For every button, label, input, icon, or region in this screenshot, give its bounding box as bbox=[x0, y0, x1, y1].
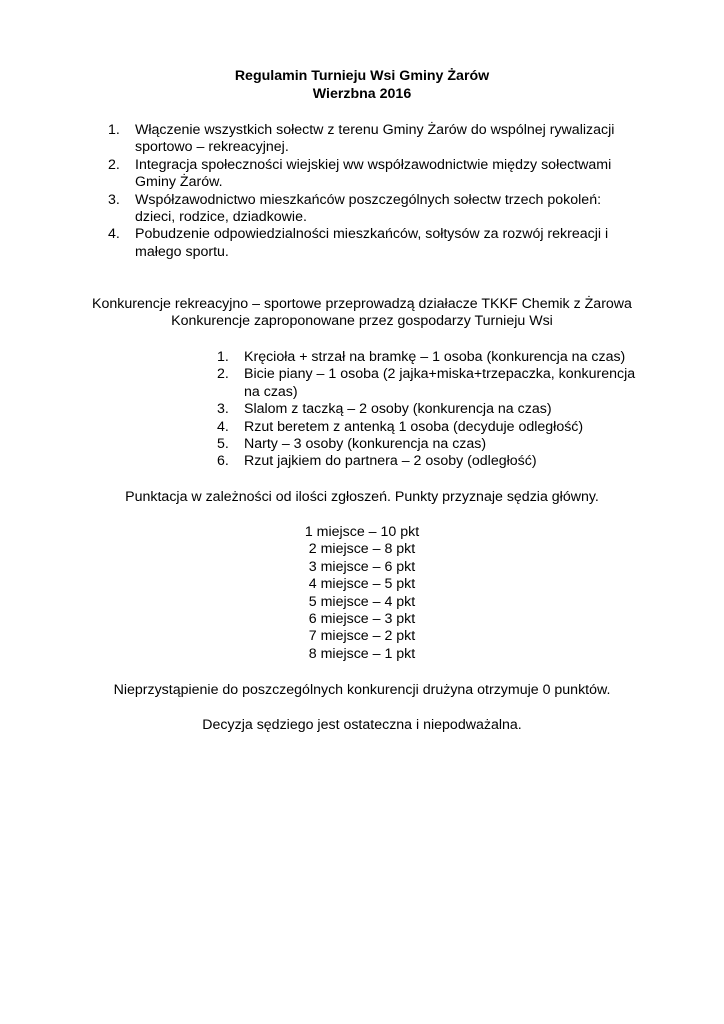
contest-number: 2. bbox=[217, 366, 229, 383]
contest-item bbox=[217, 366, 647, 401]
document-header bbox=[0, 68, 724, 103]
goal-text-line: sportowo – rekreacyjnej. bbox=[135, 139, 289, 156]
goal-item bbox=[108, 122, 648, 157]
goal-text-line: Włączenie wszystkich sołectw z terenu Gminy Żarów do wspólnej rywalizacji bbox=[135, 122, 615, 138]
contest-text-line: Rzut beretem z antenką 1 osoba (decyduje odległość) bbox=[244, 418, 584, 435]
contest-item bbox=[217, 401, 647, 418]
contest-text-line: Narty – 3 osoby (konkurencja na czas) bbox=[244, 436, 487, 453]
contests-intro bbox=[0, 296, 724, 331]
points-row: 1 miejsce – 10 pkt bbox=[304, 524, 420, 540]
goal-number: 4. bbox=[108, 226, 120, 243]
goals-list bbox=[108, 122, 648, 261]
document-title: Regulamin Turnieju Wsi Gminy Żarów bbox=[234, 68, 490, 84]
goal-item bbox=[108, 192, 648, 227]
points-row: 8 miejsce – 1 pkt bbox=[308, 645, 416, 662]
contest-text-line: Slalom z taczką – 2 osoby (konkurencja na czas) bbox=[244, 401, 552, 418]
goal-number: 2. bbox=[108, 156, 120, 173]
contest-item bbox=[217, 349, 647, 366]
intro-line: Konkurencje zaproponowane przez gospodarzy Turnieju Wsi bbox=[171, 313, 553, 330]
goal-text-line: Gminy Żarów. bbox=[135, 174, 223, 191]
goal-number: 3. bbox=[108, 191, 120, 208]
document-subtitle: Wierzbna 2016 bbox=[312, 85, 412, 102]
scoring-note: Punktacja w zależności od ilości zgłoszeń. Punkty przyznaje sędzia główny. bbox=[125, 489, 599, 505]
goal-item bbox=[108, 226, 648, 261]
goal-text-line: Integracja społeczności wiejskiej ww współzawodnictwie między sołectwami bbox=[135, 156, 612, 173]
intro-line: Konkurencje rekreacyjno – sportowe przeprowadzą działacze TKKF Chemik z Żarowa bbox=[92, 296, 632, 312]
contest-number: 5. bbox=[217, 436, 229, 453]
goal-number: 1. bbox=[108, 122, 120, 138]
points-row: 2 miejsce – 8 pkt bbox=[308, 541, 416, 558]
contest-text-line: Kręcioła + strzał na bramkę – 1 osoba (konkurencja na czas) bbox=[244, 349, 626, 365]
points-table bbox=[0, 524, 724, 663]
goal-text-line: dzieci, rodzice, dziadkowie. bbox=[135, 209, 307, 226]
contests-list bbox=[217, 349, 647, 471]
contest-item bbox=[217, 419, 647, 436]
goal-text-line: Współzawodnictwo mieszkańców poszczególnych sołectw trzech pokoleń: bbox=[135, 191, 602, 208]
goal-text-line: Pobudzenie odpowiedzialności mieszkańców, sołtysów za rozwój rekreacji i bbox=[135, 226, 609, 243]
decision-rule: Decyzja sędziego jest ostateczna i niepodważalna. bbox=[202, 717, 522, 733]
points-row: 5 miejsce – 4 pkt bbox=[308, 593, 416, 610]
contest-text-line: na czas) bbox=[244, 383, 298, 400]
contest-item bbox=[217, 453, 647, 470]
points-row: 4 miejsce – 5 pkt bbox=[308, 576, 416, 593]
goal-text-line: małego sportu. bbox=[135, 243, 229, 260]
absence-rule: Nieprzystąpienie do poszczególnych konkurencji drużyna otrzymuje 0 punktów. bbox=[113, 682, 611, 698]
contest-text-line: Rzut jajkiem do partnera – 2 osoby (odległość) bbox=[244, 453, 537, 470]
contest-item bbox=[217, 436, 647, 453]
contest-number: 4. bbox=[217, 418, 229, 435]
contest-number: 1. bbox=[217, 349, 229, 365]
contest-text-line: Bicie piany – 1 osoba (2 jajka+miska+trzepaczka, konkurencja bbox=[244, 366, 636, 383]
contest-number: 6. bbox=[217, 453, 229, 470]
contest-number: 3. bbox=[217, 401, 229, 418]
points-row: 3 miejsce – 6 pkt bbox=[308, 558, 416, 575]
points-row: 6 miejsce – 3 pkt bbox=[308, 611, 416, 628]
goal-item bbox=[108, 157, 648, 192]
points-row: 7 miejsce – 2 pkt bbox=[308, 628, 416, 645]
